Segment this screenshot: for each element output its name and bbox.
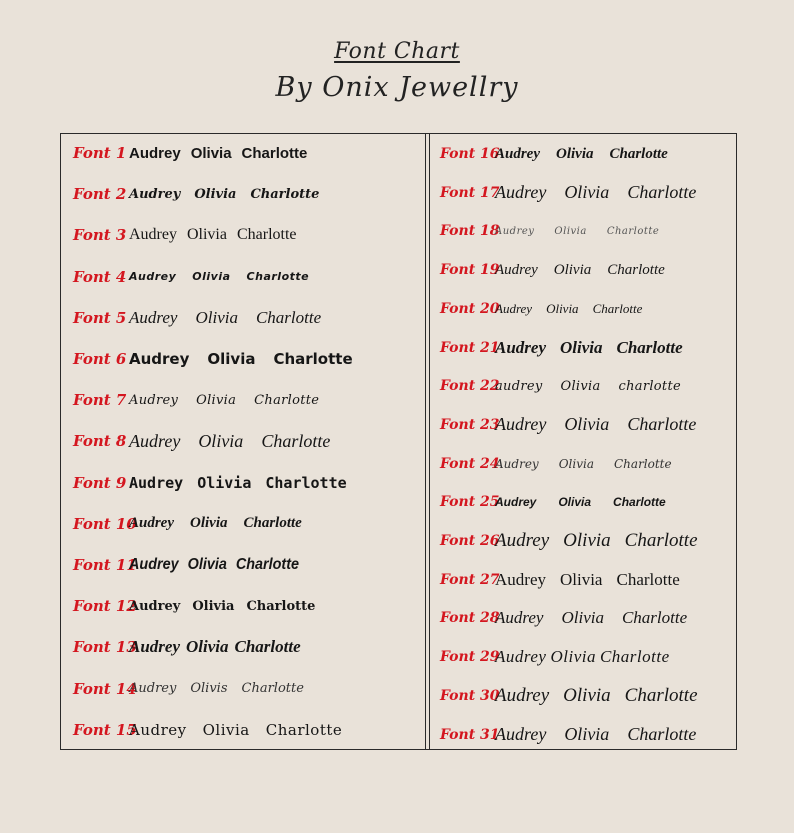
font-sample	[129, 599, 315, 614]
font-row	[440, 294, 642, 324]
sample-name: Audrey	[495, 530, 550, 551]
sample-name: Olivia	[550, 647, 596, 667]
font-row	[73, 262, 309, 292]
font-sample	[495, 685, 698, 707]
sample-name: Charlotte	[235, 556, 300, 573]
sample-name: Charlotte	[616, 337, 683, 357]
font-row	[73, 674, 304, 704]
sample-name: Audrey	[495, 261, 538, 278]
sample-name: Olivia	[202, 720, 250, 739]
sample-name: Audrey	[129, 392, 179, 408]
sample-name: Olivia	[556, 145, 594, 162]
sample-name: Charlotte	[613, 495, 666, 510]
font-label: Font 24	[440, 455, 500, 472]
font-sample	[495, 301, 642, 317]
sample-name: Charlotte	[606, 225, 660, 237]
font-sample	[129, 308, 321, 328]
sample-name: Audrey	[495, 724, 547, 744]
sample-name: Audrey	[495, 337, 546, 357]
sample-name: Olivia	[553, 261, 592, 278]
font-row	[440, 216, 659, 246]
font-sample	[495, 530, 698, 552]
font-row	[73, 550, 318, 580]
sample-name: Charlotte	[236, 226, 297, 244]
sample-name: Olivia	[563, 684, 611, 706]
font-label: Font 21	[440, 339, 500, 356]
font-label: Font 12	[73, 597, 137, 616]
font-sample	[129, 431, 330, 452]
column-divider	[425, 134, 426, 749]
sample-name: Olivia	[558, 495, 592, 510]
font-label: Font 25	[440, 494, 500, 511]
sample-name: Olivia	[196, 392, 237, 408]
font-row	[440, 487, 666, 517]
sample-name: Olivia	[564, 414, 610, 435]
font-sample	[129, 721, 342, 739]
sample-name: Charlotte	[243, 515, 302, 532]
sample-name: Olivia	[561, 608, 604, 628]
page-subtitle: By Onix Jewellry	[275, 72, 519, 103]
font-row	[440, 565, 680, 595]
sample-name: Charlotte	[616, 569, 680, 589]
sample-name: Audrey	[129, 430, 181, 451]
sample-name: Olivia	[190, 515, 228, 532]
sample-name: Audrey	[129, 270, 177, 284]
sample-name: Audrey	[495, 456, 539, 471]
font-sample	[495, 495, 666, 509]
font-row	[73, 385, 319, 415]
font-sample	[495, 226, 659, 237]
sample-name: audrey	[495, 378, 543, 394]
font-sample	[495, 457, 672, 471]
sample-name: Olivia	[546, 300, 579, 316]
font-label: Font 8	[73, 432, 127, 451]
sample-name: Charlotte	[241, 681, 304, 697]
sample-name: Charlotte	[609, 145, 668, 162]
font-label: Font 29	[440, 649, 500, 666]
font-sample	[495, 570, 680, 590]
font-row	[73, 303, 321, 333]
font-row	[73, 715, 342, 745]
font-label: Font 23	[440, 416, 500, 433]
sample-name: Olivia	[207, 350, 256, 368]
sample-name: Charlotte	[627, 182, 697, 203]
font-row	[440, 410, 696, 440]
font-sample	[495, 338, 683, 358]
sample-name: Audrey	[495, 182, 547, 203]
sample-name: Olivia	[560, 378, 601, 394]
font-sample	[129, 145, 307, 162]
sample-name: Charlotte	[234, 637, 301, 657]
sample-name: Charlotte	[250, 186, 320, 202]
font-row	[73, 591, 315, 621]
font-label: Font 4	[73, 267, 127, 286]
font-sample	[495, 379, 681, 394]
font-label: Font 28	[440, 610, 500, 627]
font-row	[73, 220, 297, 250]
font-label: Font 9	[73, 473, 127, 492]
sample-name: Olivia	[564, 724, 610, 744]
sample-name: Audrey	[129, 473, 184, 492]
sample-name: Audrey	[495, 684, 550, 706]
sample-name: Audrey	[495, 225, 535, 237]
sample-name: Audrey	[495, 569, 546, 589]
sample-name: Audrey	[495, 647, 547, 667]
chart-header	[0, 38, 794, 106]
sample-name: Charlotte	[246, 598, 316, 614]
sample-name: Olivia	[554, 225, 587, 237]
font-label: Font 1	[73, 144, 127, 162]
sample-name: Olivia	[560, 337, 603, 357]
sample-name: charlotte	[618, 378, 681, 394]
sample-name: Audrey	[495, 414, 547, 435]
font-label: Font 17	[440, 184, 500, 201]
sample-name: Charlotte	[246, 270, 310, 284]
sample-name: Audrey	[129, 186, 181, 202]
font-sample	[129, 556, 299, 574]
font-label: Font 11	[73, 556, 137, 574]
sample-name: Charlotte	[627, 414, 697, 435]
font-row	[73, 426, 330, 456]
sample-name: Olivia	[563, 530, 611, 551]
sample-name: Audrey	[129, 598, 181, 614]
font-chart-frame	[60, 133, 737, 750]
sample-name: Charlotte	[621, 608, 688, 628]
font-row	[440, 526, 698, 556]
sample-name: Charlotte	[255, 307, 322, 327]
sample-name: Olivia	[192, 598, 235, 614]
sample-name: Audrey	[129, 350, 190, 368]
font-label: Font 22	[440, 378, 500, 395]
font-label: Font 2	[73, 185, 127, 204]
sample-name: Olivia	[195, 307, 238, 327]
font-label: Font 16	[440, 146, 500, 162]
font-row	[440, 681, 698, 711]
font-row	[440, 449, 672, 479]
sample-name: Charlotte	[607, 261, 665, 278]
font-sample	[129, 393, 319, 408]
sample-name: Charlotte	[241, 144, 308, 162]
column-divider	[429, 134, 430, 749]
font-label: Font 13	[73, 638, 137, 657]
font-sample	[129, 350, 353, 368]
font-label: Font 5	[73, 308, 127, 327]
sample-name: Charlotte	[265, 720, 343, 739]
font-row	[440, 720, 696, 750]
font-row	[73, 138, 307, 168]
font-label: Font 14	[73, 679, 137, 698]
font-sample	[129, 681, 304, 696]
sample-name: Olivia	[564, 182, 610, 203]
font-sample	[495, 182, 696, 203]
sample-name: Charlotte	[627, 724, 697, 744]
font-label: Font 10	[73, 514, 137, 533]
sample-name: Olivia	[192, 270, 231, 284]
sample-name: Audrey	[129, 556, 179, 573]
font-sample	[129, 226, 297, 244]
sample-name: Olivia	[190, 144, 232, 162]
sample-name: Audrey	[129, 637, 180, 657]
font-row	[73, 509, 302, 539]
font-label: Font 7	[73, 391, 127, 410]
sample-name: Olivia	[197, 473, 252, 492]
font-row	[73, 179, 319, 209]
sample-name: Olivia	[558, 456, 594, 471]
font-row	[440, 333, 683, 363]
font-row	[73, 344, 353, 374]
sample-name: Audrey	[495, 145, 540, 162]
page-title: Font Chart	[334, 39, 460, 64]
font-row	[440, 139, 668, 169]
font-sample	[495, 414, 696, 435]
sample-name: Charlotte	[273, 350, 353, 368]
sample-name: Charlotte	[624, 530, 698, 551]
sample-name: Charlotte	[254, 392, 320, 408]
sample-name: Audrey	[129, 515, 174, 532]
sample-name: Audrey	[129, 144, 181, 162]
sample-name: Charlotte	[624, 684, 698, 706]
sample-name: Charlotte	[599, 647, 670, 667]
font-label: Font 19	[440, 262, 500, 279]
sample-name: Charlotte	[592, 300, 643, 316]
font-label: Font 18	[440, 223, 500, 240]
font-row	[440, 603, 687, 633]
font-row	[440, 178, 696, 208]
sample-name: Olivia	[559, 569, 603, 589]
font-sample	[495, 608, 687, 628]
sample-name: Charlotte	[265, 473, 347, 492]
font-label: Font 27	[440, 571, 500, 588]
sample-name: Audrey	[495, 495, 537, 510]
font-label: Font 15	[73, 720, 137, 739]
sample-name: Olivis	[190, 681, 228, 697]
sample-name: Olivia	[194, 186, 237, 202]
font-label: Font 6	[73, 350, 127, 368]
font-sample	[495, 724, 696, 745]
font-sample	[129, 270, 309, 283]
font-label: Font 26	[440, 533, 500, 549]
font-label: Font 30	[440, 687, 500, 704]
font-sample	[495, 647, 670, 667]
sample-name: Audrey	[495, 300, 533, 316]
sample-name: Audrey	[129, 720, 187, 739]
font-sample	[129, 515, 302, 532]
font-label: Font 31	[440, 726, 500, 743]
font-row	[440, 642, 670, 672]
font-label: Font 20	[440, 300, 500, 317]
sample-name: Audrey	[129, 307, 178, 327]
font-sample	[129, 187, 319, 202]
font-sample	[495, 262, 665, 279]
sample-name: Olivia	[186, 226, 227, 244]
font-row	[440, 371, 681, 401]
sample-name: Audrey	[495, 608, 544, 628]
font-label: Font 3	[73, 226, 127, 245]
font-sample	[129, 474, 347, 492]
sample-name: Olivia	[186, 637, 229, 657]
sample-name: Olivia	[198, 430, 244, 451]
font-row	[73, 468, 347, 498]
sample-name: Audrey	[129, 681, 177, 697]
sample-name: Charlotte	[261, 430, 331, 451]
font-sample	[495, 146, 668, 163]
font-sample	[129, 637, 301, 657]
font-row	[73, 632, 301, 662]
font-row	[440, 255, 665, 285]
sample-name: Olivia	[187, 556, 227, 573]
sample-name: Charlotte	[614, 456, 672, 471]
sample-name: Audrey	[129, 226, 177, 244]
